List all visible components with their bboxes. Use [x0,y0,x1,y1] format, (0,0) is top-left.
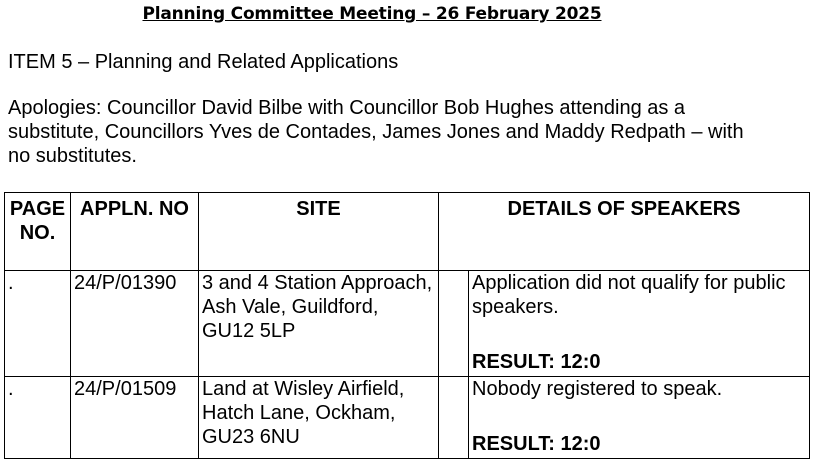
cell-appln-no: 24/P/01509 [71,377,199,459]
table-header-row [5,193,810,271]
cell-page: . [5,271,71,377]
table-row [5,377,810,459]
applications-table [4,192,810,459]
details-text: Nobody registered to speak. [472,378,723,400]
document-heading: Planning Committee Meeting – 26 February 2025 [142,4,602,24]
cell-details [469,271,810,377]
cell-appln-no: 24/P/01390 [71,271,199,377]
cell-site: Land at Wisley Airfield, Hatch Lane, Ockham, GU23 6NU [199,377,439,459]
cell-spacer [439,271,469,377]
result-label: RESULT: 12:0 [472,351,601,373]
result-label: RESULT: 12:0 [472,433,601,455]
details-text: Application did not qualify for public speakers. [472,272,786,318]
cell-details [469,377,810,459]
header-details-of-speakers: DETAILS OF SPEAKERS [439,193,810,271]
item-title: ITEM 5 – Planning and Related Applications [8,51,399,73]
apologies-paragraph: Apologies: Councillor David Bilbe with Councillor Bob Hughes attending as a substitute, Councillors Yves de Contades, James Jones and Maddy Redpath – with no substitutes. [8,97,744,167]
cell-spacer [439,377,469,459]
header-page-no: PAGE NO. [5,193,71,271]
header-site: SITE [199,193,439,271]
cell-site: 3 and 4 Station Approach, Ash Vale, Guildford, GU12 5LP [199,271,439,377]
header-appln-no: APPLN. NO [71,193,199,271]
table-row [5,271,810,377]
cell-page: . [5,377,71,459]
